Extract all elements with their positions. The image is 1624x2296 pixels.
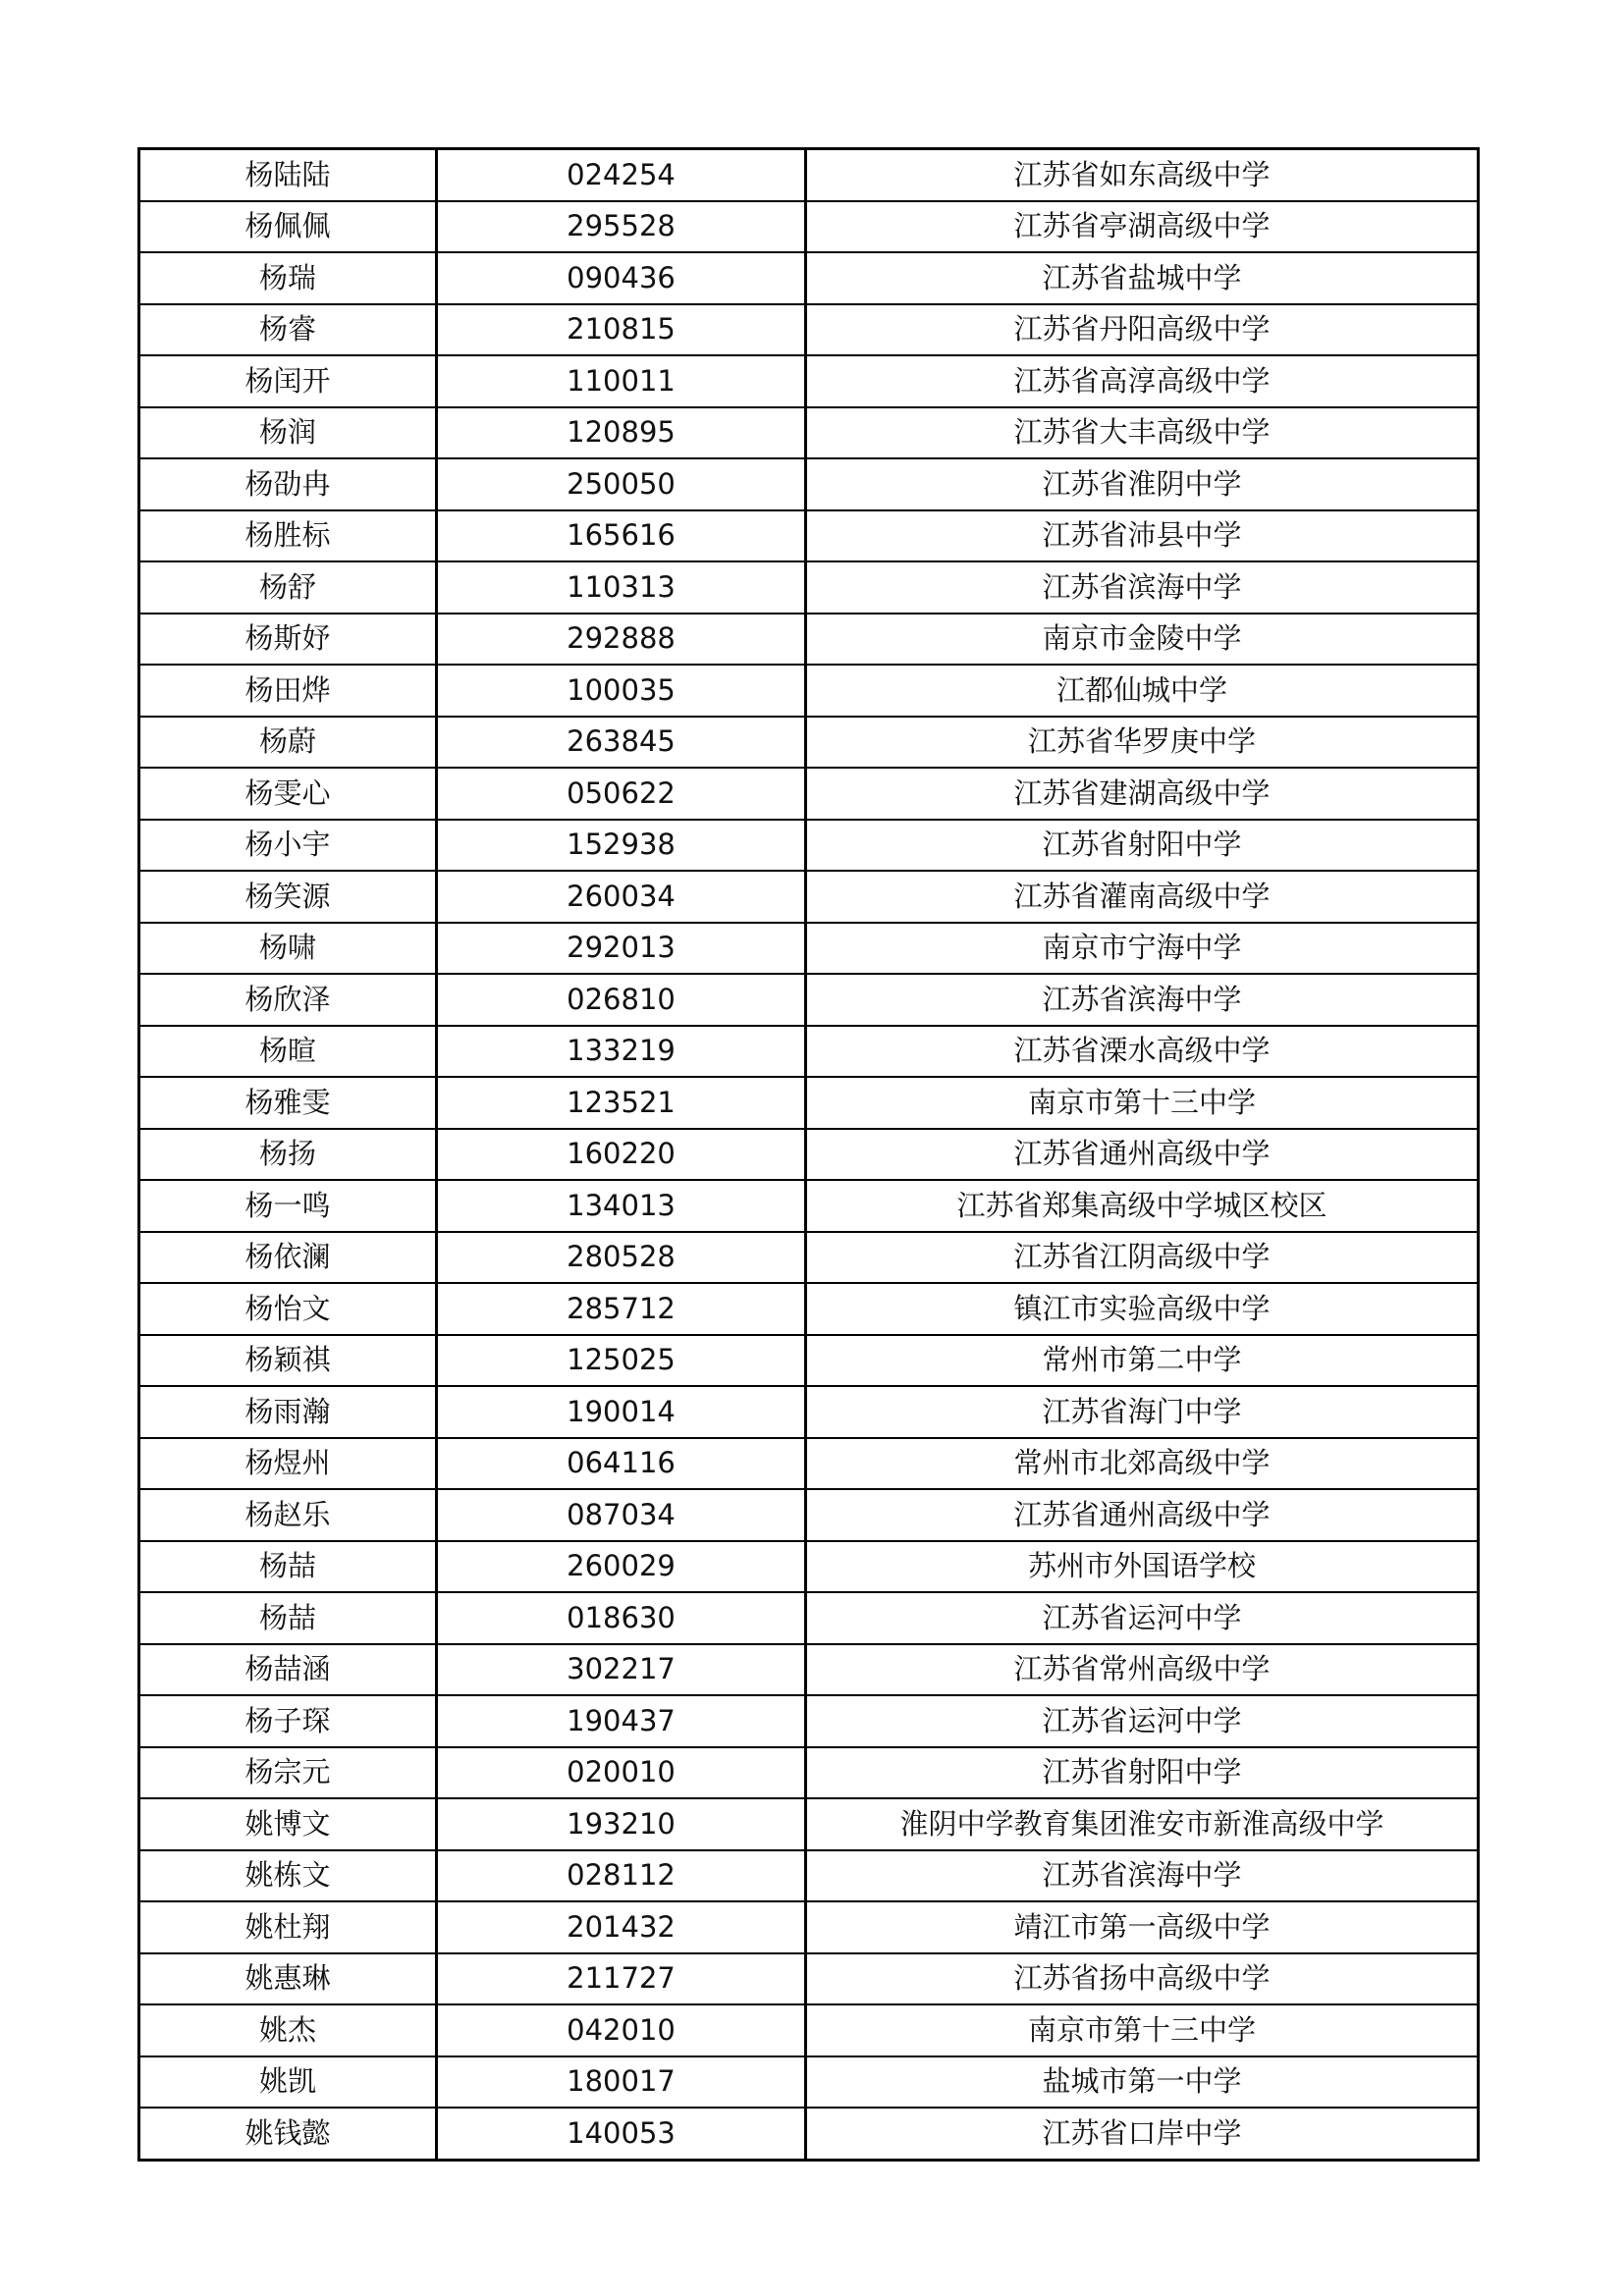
table-body [139, 149, 1479, 2161]
student-id-cell: 260034 [437, 871, 806, 923]
school-name-cell: 江苏省滨海中学 [806, 561, 1479, 614]
table-row [139, 201, 1479, 253]
student-name-cell: 姚杜翔 [139, 1901, 437, 1953]
student-name-cell: 杨宗元 [139, 1747, 437, 1799]
student-name-cell: 杨颖祺 [139, 1335, 437, 1387]
student-id-cell: 125025 [437, 1335, 806, 1387]
student-id-cell: 120895 [437, 407, 806, 459]
student-name-cell: 杨扬 [139, 1129, 437, 1181]
student-name-cell: 杨啸 [139, 923, 437, 975]
school-name-cell: 江苏省江阴高级中学 [806, 1232, 1479, 1284]
table-row [139, 2108, 1479, 2160]
school-name-cell: 南京市金陵中学 [806, 614, 1479, 666]
school-name-cell: 江苏省滨海中学 [806, 974, 1479, 1026]
student-name-cell: 杨喆 [139, 1541, 437, 1593]
school-name-cell: 江都仙城中学 [806, 665, 1479, 717]
student-id-cell: 302217 [437, 1644, 806, 1696]
student-name-cell: 杨舒 [139, 561, 437, 614]
school-name-cell: 江苏省淮阴中学 [806, 458, 1479, 510]
student-name-cell: 杨田烨 [139, 665, 437, 717]
table-row [139, 974, 1479, 1026]
school-name-cell: 江苏省扬中高级中学 [806, 1953, 1479, 2005]
student-name-cell: 杨喆 [139, 1592, 437, 1644]
school-name-cell: 江苏省射阳中学 [806, 820, 1479, 872]
school-name-cell: 淮阴中学教育集团淮安市新淮高级中学 [806, 1798, 1479, 1850]
table-row [139, 355, 1479, 407]
student-id-cell: 100035 [437, 665, 806, 717]
student-id-cell: 026810 [437, 974, 806, 1026]
student-name-cell: 杨暄 [139, 1026, 437, 1078]
school-name-cell: 江苏省射阳中学 [806, 1747, 1479, 1799]
school-name-cell: 江苏省高淳高级中学 [806, 355, 1479, 407]
student-id-cell: 280528 [437, 1232, 806, 1284]
student-id-cell: 165616 [437, 510, 806, 562]
school-name-cell: 江苏省运河中学 [806, 1695, 1479, 1747]
student-id-cell: 020010 [437, 1747, 806, 1799]
table-row [139, 768, 1479, 820]
table-row [139, 820, 1479, 872]
school-name-cell: 江苏省郑集高级中学城区校区 [806, 1180, 1479, 1232]
table-row [139, 1953, 1479, 2005]
table-row [139, 665, 1479, 717]
table-row [139, 561, 1479, 614]
student-name-cell: 姚栋文 [139, 1850, 437, 1902]
student-id-cell: 250050 [437, 458, 806, 510]
table-row [139, 614, 1479, 666]
student-name-cell: 杨佩佩 [139, 201, 437, 253]
student-id-cell: 190014 [437, 1386, 806, 1438]
school-name-cell: 南京市宁海中学 [806, 923, 1479, 975]
table-row [139, 2004, 1479, 2056]
student-id-cell: 260029 [437, 1541, 806, 1593]
school-name-cell: 江苏省海门中学 [806, 1386, 1479, 1438]
student-id-cell: 193210 [437, 1798, 806, 1850]
student-id-cell: 152938 [437, 820, 806, 872]
table-row [139, 1283, 1479, 1335]
student-name-cell: 杨煜州 [139, 1438, 437, 1490]
student-name-cell: 姚博文 [139, 1798, 437, 1850]
school-name-cell: 南京市第十三中学 [806, 2004, 1479, 2056]
student-name-cell: 杨一鸣 [139, 1180, 437, 1232]
school-name-cell: 常州市北郊高级中学 [806, 1438, 1479, 1490]
school-name-cell: 江苏省华罗庚中学 [806, 717, 1479, 769]
table-row [139, 458, 1479, 510]
table-row [139, 1901, 1479, 1953]
student-name-cell: 姚杰 [139, 2004, 437, 2056]
student-id-cell: 064116 [437, 1438, 806, 1490]
student-id-cell: 090436 [437, 252, 806, 304]
student-name-cell: 杨闰开 [139, 355, 437, 407]
school-name-cell: 江苏省通州高级中学 [806, 1489, 1479, 1541]
student-id-cell: 028112 [437, 1850, 806, 1902]
school-name-cell: 江苏省滨海中学 [806, 1850, 1479, 1902]
table-row [139, 1129, 1479, 1181]
student-name-cell: 杨胜标 [139, 510, 437, 562]
school-name-cell: 江苏省口岸中学 [806, 2108, 1479, 2160]
student-id-cell: 292888 [437, 614, 806, 666]
school-name-cell: 镇江市实验高级中学 [806, 1283, 1479, 1335]
table-row [139, 2056, 1479, 2109]
student-id-cell: 018630 [437, 1592, 806, 1644]
student-id-cell: 134013 [437, 1180, 806, 1232]
table-row [139, 1077, 1479, 1129]
table-row [139, 1592, 1479, 1644]
table-row [139, 1644, 1479, 1696]
student-name-cell: 杨雅雯 [139, 1077, 437, 1129]
student-id-cell: 180017 [437, 2056, 806, 2109]
table-row [139, 1335, 1479, 1387]
student-name-cell: 杨蔚 [139, 717, 437, 769]
table-row [139, 1386, 1479, 1438]
student-name-cell: 杨笑源 [139, 871, 437, 923]
table-row [139, 304, 1479, 356]
table-row [139, 1180, 1479, 1232]
student-name-cell: 杨雨瀚 [139, 1386, 437, 1438]
table-row [139, 717, 1479, 769]
school-name-cell: 常州市第二中学 [806, 1335, 1479, 1387]
student-id-cell: 110313 [437, 561, 806, 614]
student-id-cell: 042010 [437, 2004, 806, 2056]
student-name-cell: 杨小宇 [139, 820, 437, 872]
student-id-cell: 190437 [437, 1695, 806, 1747]
school-name-cell: 江苏省溧水高级中学 [806, 1026, 1479, 1078]
school-name-cell: 江苏省大丰高级中学 [806, 407, 1479, 459]
table-row [139, 1026, 1479, 1078]
student-name-cell: 姚惠琳 [139, 1953, 437, 2005]
student-name-cell: 杨斯妤 [139, 614, 437, 666]
student-name-cell: 杨睿 [139, 304, 437, 356]
student-name-cell: 杨润 [139, 407, 437, 459]
table-row [139, 1850, 1479, 1902]
table-row [139, 1798, 1479, 1850]
student-name-cell: 杨赵乐 [139, 1489, 437, 1541]
table-row [139, 871, 1479, 923]
school-name-cell: 江苏省盐城中学 [806, 252, 1479, 304]
table-row [139, 1541, 1479, 1593]
table-row [139, 252, 1479, 304]
student-name-cell: 杨陆陆 [139, 149, 437, 201]
student-name-cell: 杨欣泽 [139, 974, 437, 1026]
student-id-cell: 133219 [437, 1026, 806, 1078]
school-name-cell: 江苏省丹阳高级中学 [806, 304, 1479, 356]
student-id-cell: 024254 [437, 149, 806, 201]
table-row [139, 1747, 1479, 1799]
table-row [139, 510, 1479, 562]
student-id-cell: 140053 [437, 2108, 806, 2160]
student-name-cell: 姚凯 [139, 2056, 437, 2109]
student-id-cell: 110011 [437, 355, 806, 407]
table-row [139, 1489, 1479, 1541]
table-row [139, 1232, 1479, 1284]
student-id-cell: 285712 [437, 1283, 806, 1335]
table-row [139, 1438, 1479, 1490]
school-name-cell: 江苏省如东高级中学 [806, 149, 1479, 201]
school-name-cell: 苏州市外国语学校 [806, 1541, 1479, 1593]
student-id-cell: 123521 [437, 1077, 806, 1129]
student-name-cell: 杨雯心 [139, 768, 437, 820]
table-row [139, 149, 1479, 201]
student-name-cell: 杨劭冉 [139, 458, 437, 510]
student-name-cell: 杨喆涵 [139, 1644, 437, 1696]
school-name-cell: 江苏省亭湖高级中学 [806, 201, 1479, 253]
school-name-cell: 江苏省通州高级中学 [806, 1129, 1479, 1181]
school-name-cell: 靖江市第一高级中学 [806, 1901, 1479, 1953]
school-name-cell: 江苏省常州高级中学 [806, 1644, 1479, 1696]
student-id-cell: 292013 [437, 923, 806, 975]
student-id-cell: 087034 [437, 1489, 806, 1541]
school-name-cell: 江苏省灌南高级中学 [806, 871, 1479, 923]
student-name-cell: 杨子琛 [139, 1695, 437, 1747]
table-row [139, 407, 1479, 459]
student-id-cell: 201432 [437, 1901, 806, 1953]
student-id-cell: 295528 [437, 201, 806, 253]
student-name-cell: 杨瑞 [139, 252, 437, 304]
table-row [139, 1695, 1479, 1747]
student-id-cell: 263845 [437, 717, 806, 769]
student-name-cell: 姚钱懿 [139, 2108, 437, 2160]
student-id-cell: 211727 [437, 1953, 806, 2005]
student-list-table [137, 147, 1480, 2162]
student-name-cell: 杨怡文 [139, 1283, 437, 1335]
school-name-cell: 江苏省沛县中学 [806, 510, 1479, 562]
table-row [139, 923, 1479, 975]
school-name-cell: 盐城市第一中学 [806, 2056, 1479, 2109]
school-name-cell: 江苏省建湖高级中学 [806, 768, 1479, 820]
student-id-cell: 160220 [437, 1129, 806, 1181]
school-name-cell: 江苏省运河中学 [806, 1592, 1479, 1644]
student-id-cell: 210815 [437, 304, 806, 356]
student-id-cell: 050622 [437, 768, 806, 820]
student-name-cell: 杨依澜 [139, 1232, 437, 1284]
school-name-cell: 南京市第十三中学 [806, 1077, 1479, 1129]
